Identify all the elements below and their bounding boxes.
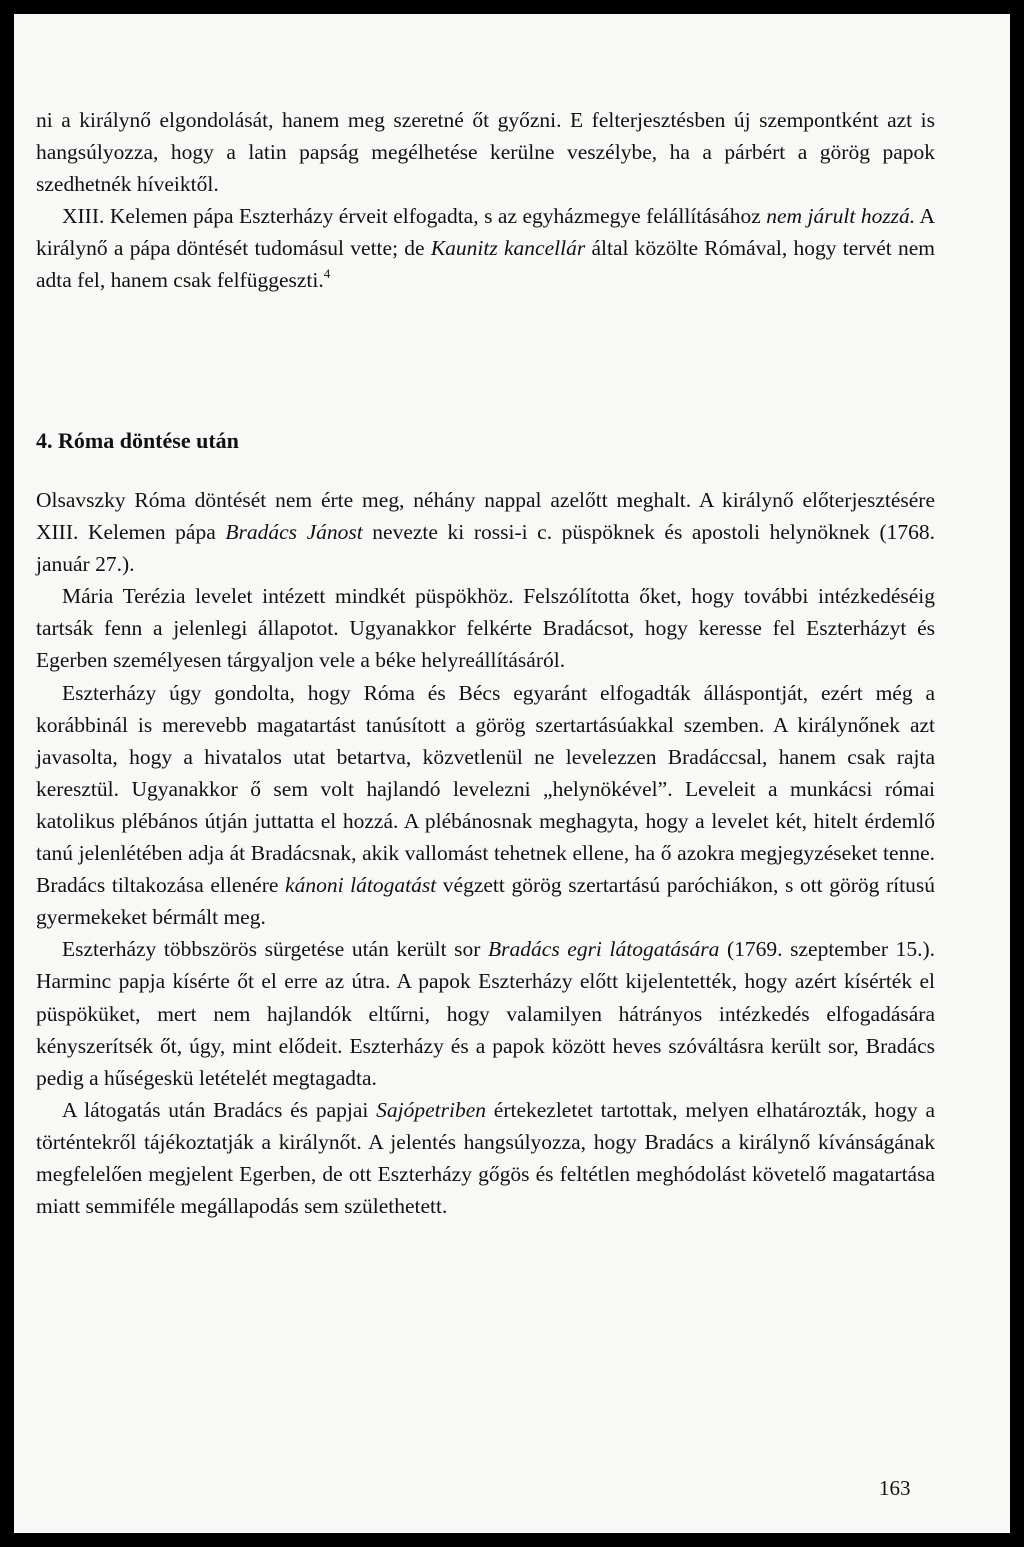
paragraph-1 (36, 484, 935, 580)
text-run: A királynő a pápa döntését tudomásul vette; de (36, 204, 936, 261)
text-run: Olsavszky Róma döntését nem érte meg, néhány nappal azelőtt meghalt. A királynő előterjesztésére XIII. Kelemen pápa (36, 488, 935, 545)
page-number: 163 (879, 1476, 911, 1500)
section-heading: 4. Róma döntése után (36, 428, 239, 453)
paragraph-2: Mária Terézia levelet intézett mindkét püspökhöz. Felszólította őket, hogy további intézkedéséig tartsák fenn a jelenlegi állapotot. Ugyanakkor felkérte Bradácsot, hogy keresse fel Eszterházyt és Egerben személyesen tárgyaljon vele a béke helyreállításáról. (36, 584, 935, 673)
paragraph-3 (36, 677, 935, 934)
italic-phrase: Bradács egri látogatására (488, 937, 720, 962)
italic-phrase: kánoni látogatást (285, 873, 437, 898)
text-run: A látogatás után Bradács és papjai (62, 1097, 377, 1122)
text-run: értekezletet tartottak, melyen elhatározták, hogy a történtekről tájékoztatják a királynőt. A jelentés hangsúlyozza, hogy Bradács a királynő kívánságának megfelelően megjelent Egerben, de ott Eszterházy gőgös és feltétlen meghódolást követelő magatartása miatt semmiféle megállapodás sem születhetett. (36, 1097, 935, 1219)
italic-phrase: Bradács Jánost (225, 520, 363, 545)
text-run: által közölte Rómával, hogy tervét nem adta fel, hanem csak felfüggeszti. (36, 236, 935, 293)
text-run: Eszterházy többszörös sürgetése után került sor (62, 937, 489, 962)
text-run: (1769. szeptember 15.). Harminc papja kísérte őt el erre az útra. A papok Eszterházy előtt kijelentették, hogy azért kísérték el püspöküket, mert nem hajlandók eltűrni, hogy valamilyen hátrányos intézkedés elfogadására kényszerítsék őt, úgy, mint elődeit. Eszterházy és a papok között heves szóváltásra került sor, Bradács pedig a hűségeskü letételét megtagadta. (36, 937, 936, 1090)
text-run: nevezte ki rossi-i c. püspöknek és apostoli helynöknek (1768. január 27.). (36, 520, 936, 577)
footnote-marker: 4 (323, 266, 331, 282)
paragraph-intro-2 (36, 200, 935, 296)
text-run: végzett görög szertartású paróchiákon, s ott görög rítusú gyermekeket bérmált meg. (36, 873, 935, 930)
italic-phrase: Sajópetriben (376, 1097, 486, 1122)
paragraph-4 (36, 933, 935, 1093)
text-run: Eszterházy úgy gondolta, hogy Róma és Bécs egyaránt elfogadták álláspontját, ezért még a korábbinál is merevebb magatartást tanúsított a görög szertartásúakkal szemben. A királynőnek azt javasolta, hogy a hivatalos utat betartva, közvetlenül ne levelezzen Bradáccsal, hanem csak rajta keresztül. Ugyanakkor ő sem volt hajlandó levelezni „helynökével”. Leveleit a munkácsi római katolikus plébános útján juttatta el hozzá. A plébánosnak meghagyta, hogy a levelet két, hitelt érdemlő tanú jelenlétében adja át Bradácsnak, akik vallomást tehetnek ellene, ha ő azokra megjegyzéseket tenne. Bradács tiltakozása ellenére (36, 680, 935, 898)
paragraph-intro-1: ni a királynő elgondolását, hanem meg szeretné őt győzni. E felterjesztésben új szempontként azt is hangsúlyozza, hogy a latin papság megélhetése kerülne veszélybe, ha a párbért a görög papok szedhetnék híveiktől. (36, 108, 935, 197)
intro-text (36, 104, 935, 297)
italic-phrase: Kaunitz kancellár (430, 236, 586, 261)
section-text (36, 484, 935, 1222)
text-run: XIII. Kelemen pápa Eszterházy érveit elfogadta, s az egyházmegye felállításához (62, 204, 767, 229)
book-page (14, 14, 1010, 1533)
paragraph-5 (36, 1094, 935, 1222)
italic-phrase: nem járult hozzá. (766, 204, 916, 229)
